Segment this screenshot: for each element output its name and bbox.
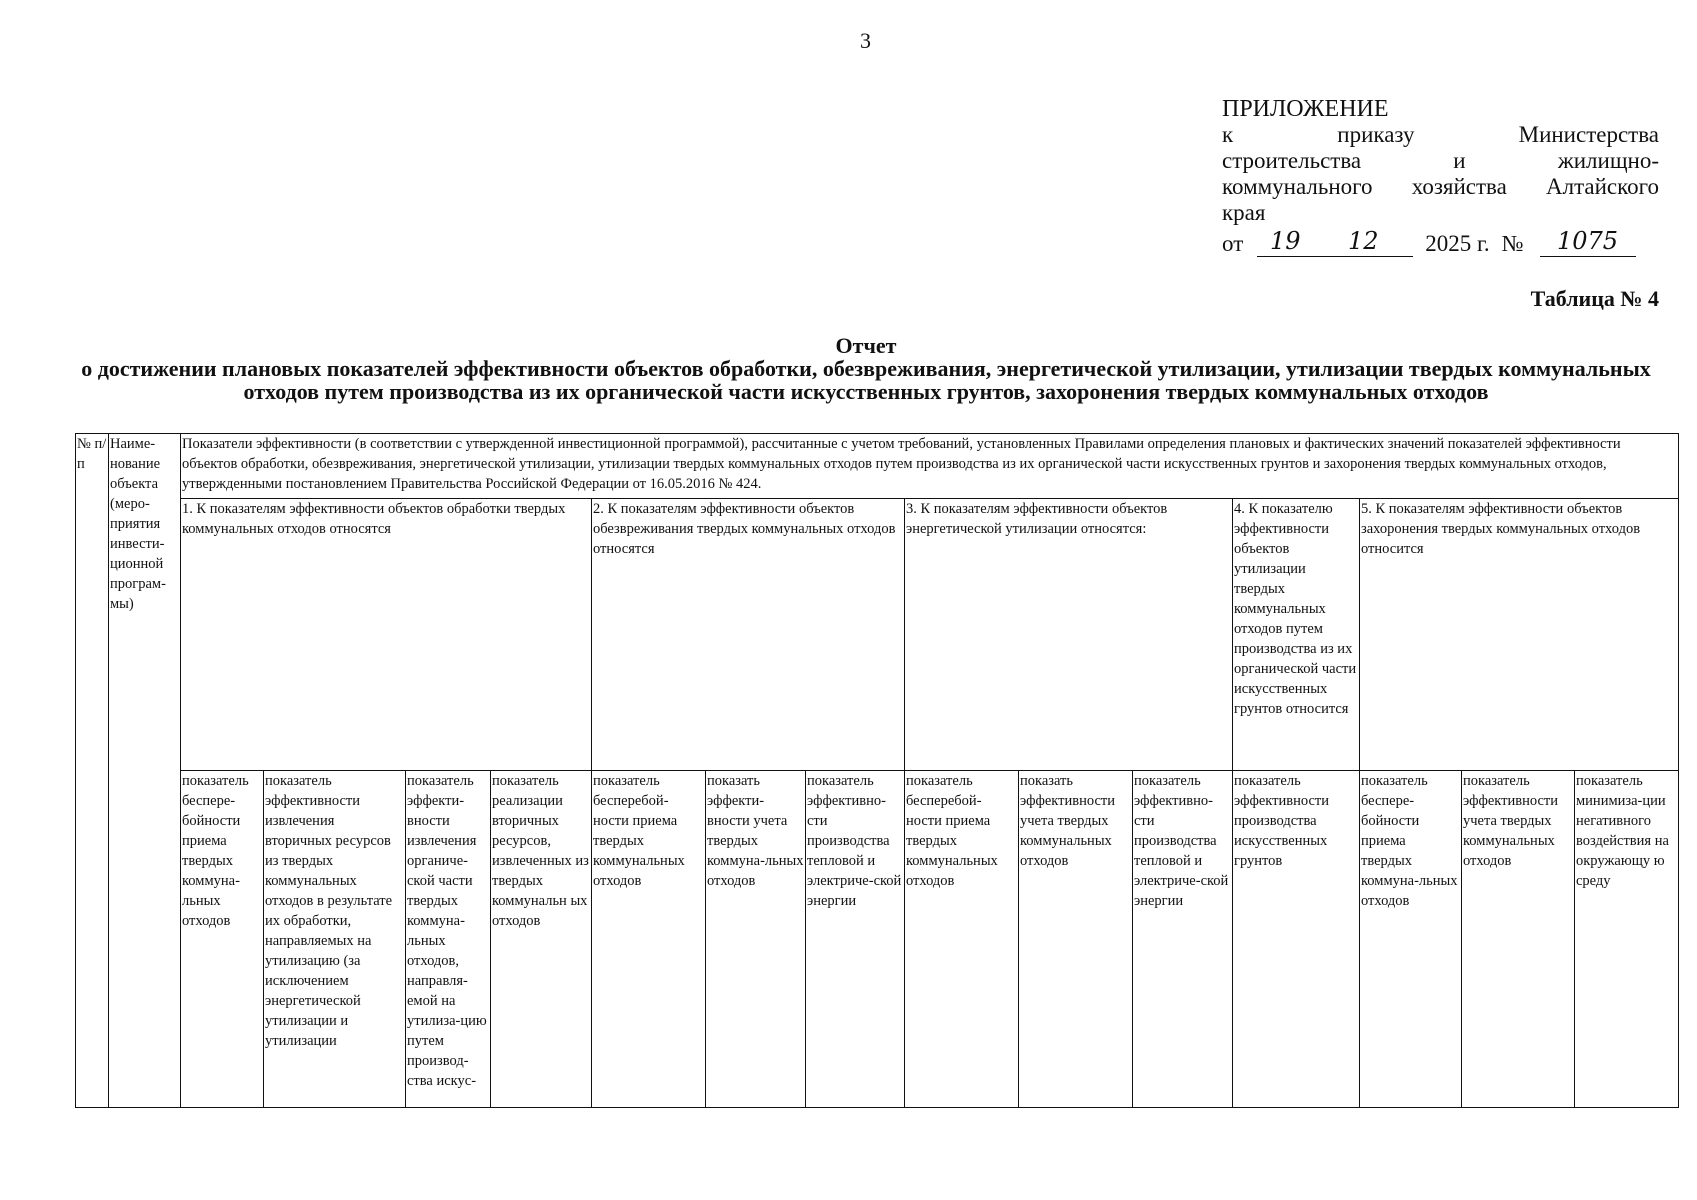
appendix-line-2: строительства и жилищно- [1222,148,1659,173]
table-header-row [76,434,1679,499]
from-label: от [1222,231,1244,256]
group-artificial-soils: 4. К показателю эффективности объектов утилизации твердых коммунальных отходов путем производства из их органической части искусственных грунтов относится [1233,499,1360,771]
indicator-cell: показатель эффективности извлечения вторичных ресурсов из твердых коммунальных отходов в результате их обработки, направляемых на утилизацию (за исключением энергетической утилизации и утилизации [264,771,406,1108]
table-number: Таблица № 4 [1530,286,1659,311]
indicator-cell: показатель эффективно-сти производства тепловой и электриче-ской энергии [1133,771,1233,1108]
handwritten-day: 19 [1257,226,1313,257]
indicator-groups-row [76,499,1679,771]
indicator-cell: показатель эффективности учета твердых коммунальных отходов [1462,771,1575,1108]
appendix-date-line [1222,226,1659,257]
appendix-line-1: к приказу Министерства [1222,122,1659,147]
indicator-cell: показатель бесперебой-ности приема твердых коммунальных отходов [905,771,1019,1108]
report-title: Отчет [835,333,897,358]
appendix-line-3: коммунального хозяйства Алтайского [1222,174,1659,199]
handwritten-month: 12 [1313,226,1413,257]
indicators-main-header: Показатели эффективности (в соответствии с утвержденной инвестиционной программой), рассчитанные с учетом требований, установленных Правилами определения плановых и фактических значений показателей эффективности объектов обработки, обезвреживания, энергетической утилизации, утилизации твердых коммунальных отходов путем производства из их органической части искусственных грунтов и захоронения твердых коммунальных отходов, утвержденными постановлением Правительства Российской Федерации от 16.05.2016 № 424. [181,434,1679,499]
handwritten-order-number: 1075 [1540,226,1636,257]
appendix-block [1222,96,1659,257]
indicators-row [76,771,1679,1108]
indicator-cell: показатель эффекти-вности извлечения органиче-ской части твердых коммуна-льных отходов, направля-емой на утилиза-цию путем производ-ства искус- [406,771,491,1108]
report-table [75,433,1679,1108]
indicator-cell: показать эффекти-вности учета твердых коммуна-льных отходов [706,771,806,1108]
indicator-cell: показатель беспере-бойности приема твердых коммуна-льных отходов [181,771,264,1108]
group-energy-utilization: 3. К показателям эффективности объектов энергетической утилизации относятся: [905,499,1233,771]
column-number-header: № п/п [76,434,109,1108]
number-sign: № [1501,231,1524,256]
report-heading [80,334,1652,403]
year-text: 2025 г. [1425,231,1490,256]
indicator-cell: показатель эффективно-сти производства тепловой и электриче-ской энергии [806,771,905,1108]
indicator-cell: показатель минимиза-ции негативного воздействия на окружающу ю среду [1575,771,1679,1108]
indicator-cell: показать эффективности учета твердых коммунальных отходов [1019,771,1133,1108]
page-number: 3 [860,28,871,53]
group-neutralization: 2. К показателям эффективности объектов обезвреживания твердых коммунальных отходов относятся [592,499,905,771]
column-object-name-header: Наиме-нование объекта (меро-приятия инвести-ционной програм-мы) [109,434,181,1108]
indicator-cell: показатель беспере-бойности приема твердых коммуна-льных отходов [1360,771,1462,1108]
indicator-cell: показатель реализации вторичных ресурсов, извлеченных из твердых коммунальн ых отходов [491,771,592,1108]
group-landfill: 5. К показателям эффективности объектов захоронения твердых коммунальных отходов относится [1360,499,1679,771]
group-processing: 1. К показателям эффективности объектов обработки твердых коммунальных отходов относятся [181,499,592,771]
indicator-cell: показатель эффективности производства искусственных грунтов [1233,771,1360,1108]
indicator-cell: показатель бесперебой-ности приема твердых коммунальных отходов [592,771,706,1108]
appendix-title: ПРИЛОЖЕНИЕ [1222,96,1389,122]
report-subtitle: о достижении плановых показателей эффективности объектов обработки, обезвреживания, энергетической утилизации, утилизации твердых коммунальных отходов путем производства из их органической части искусственных грунтов, захоронения твердых коммунальных отходов [81,356,1651,404]
appendix-line-4: края [1222,200,1266,225]
